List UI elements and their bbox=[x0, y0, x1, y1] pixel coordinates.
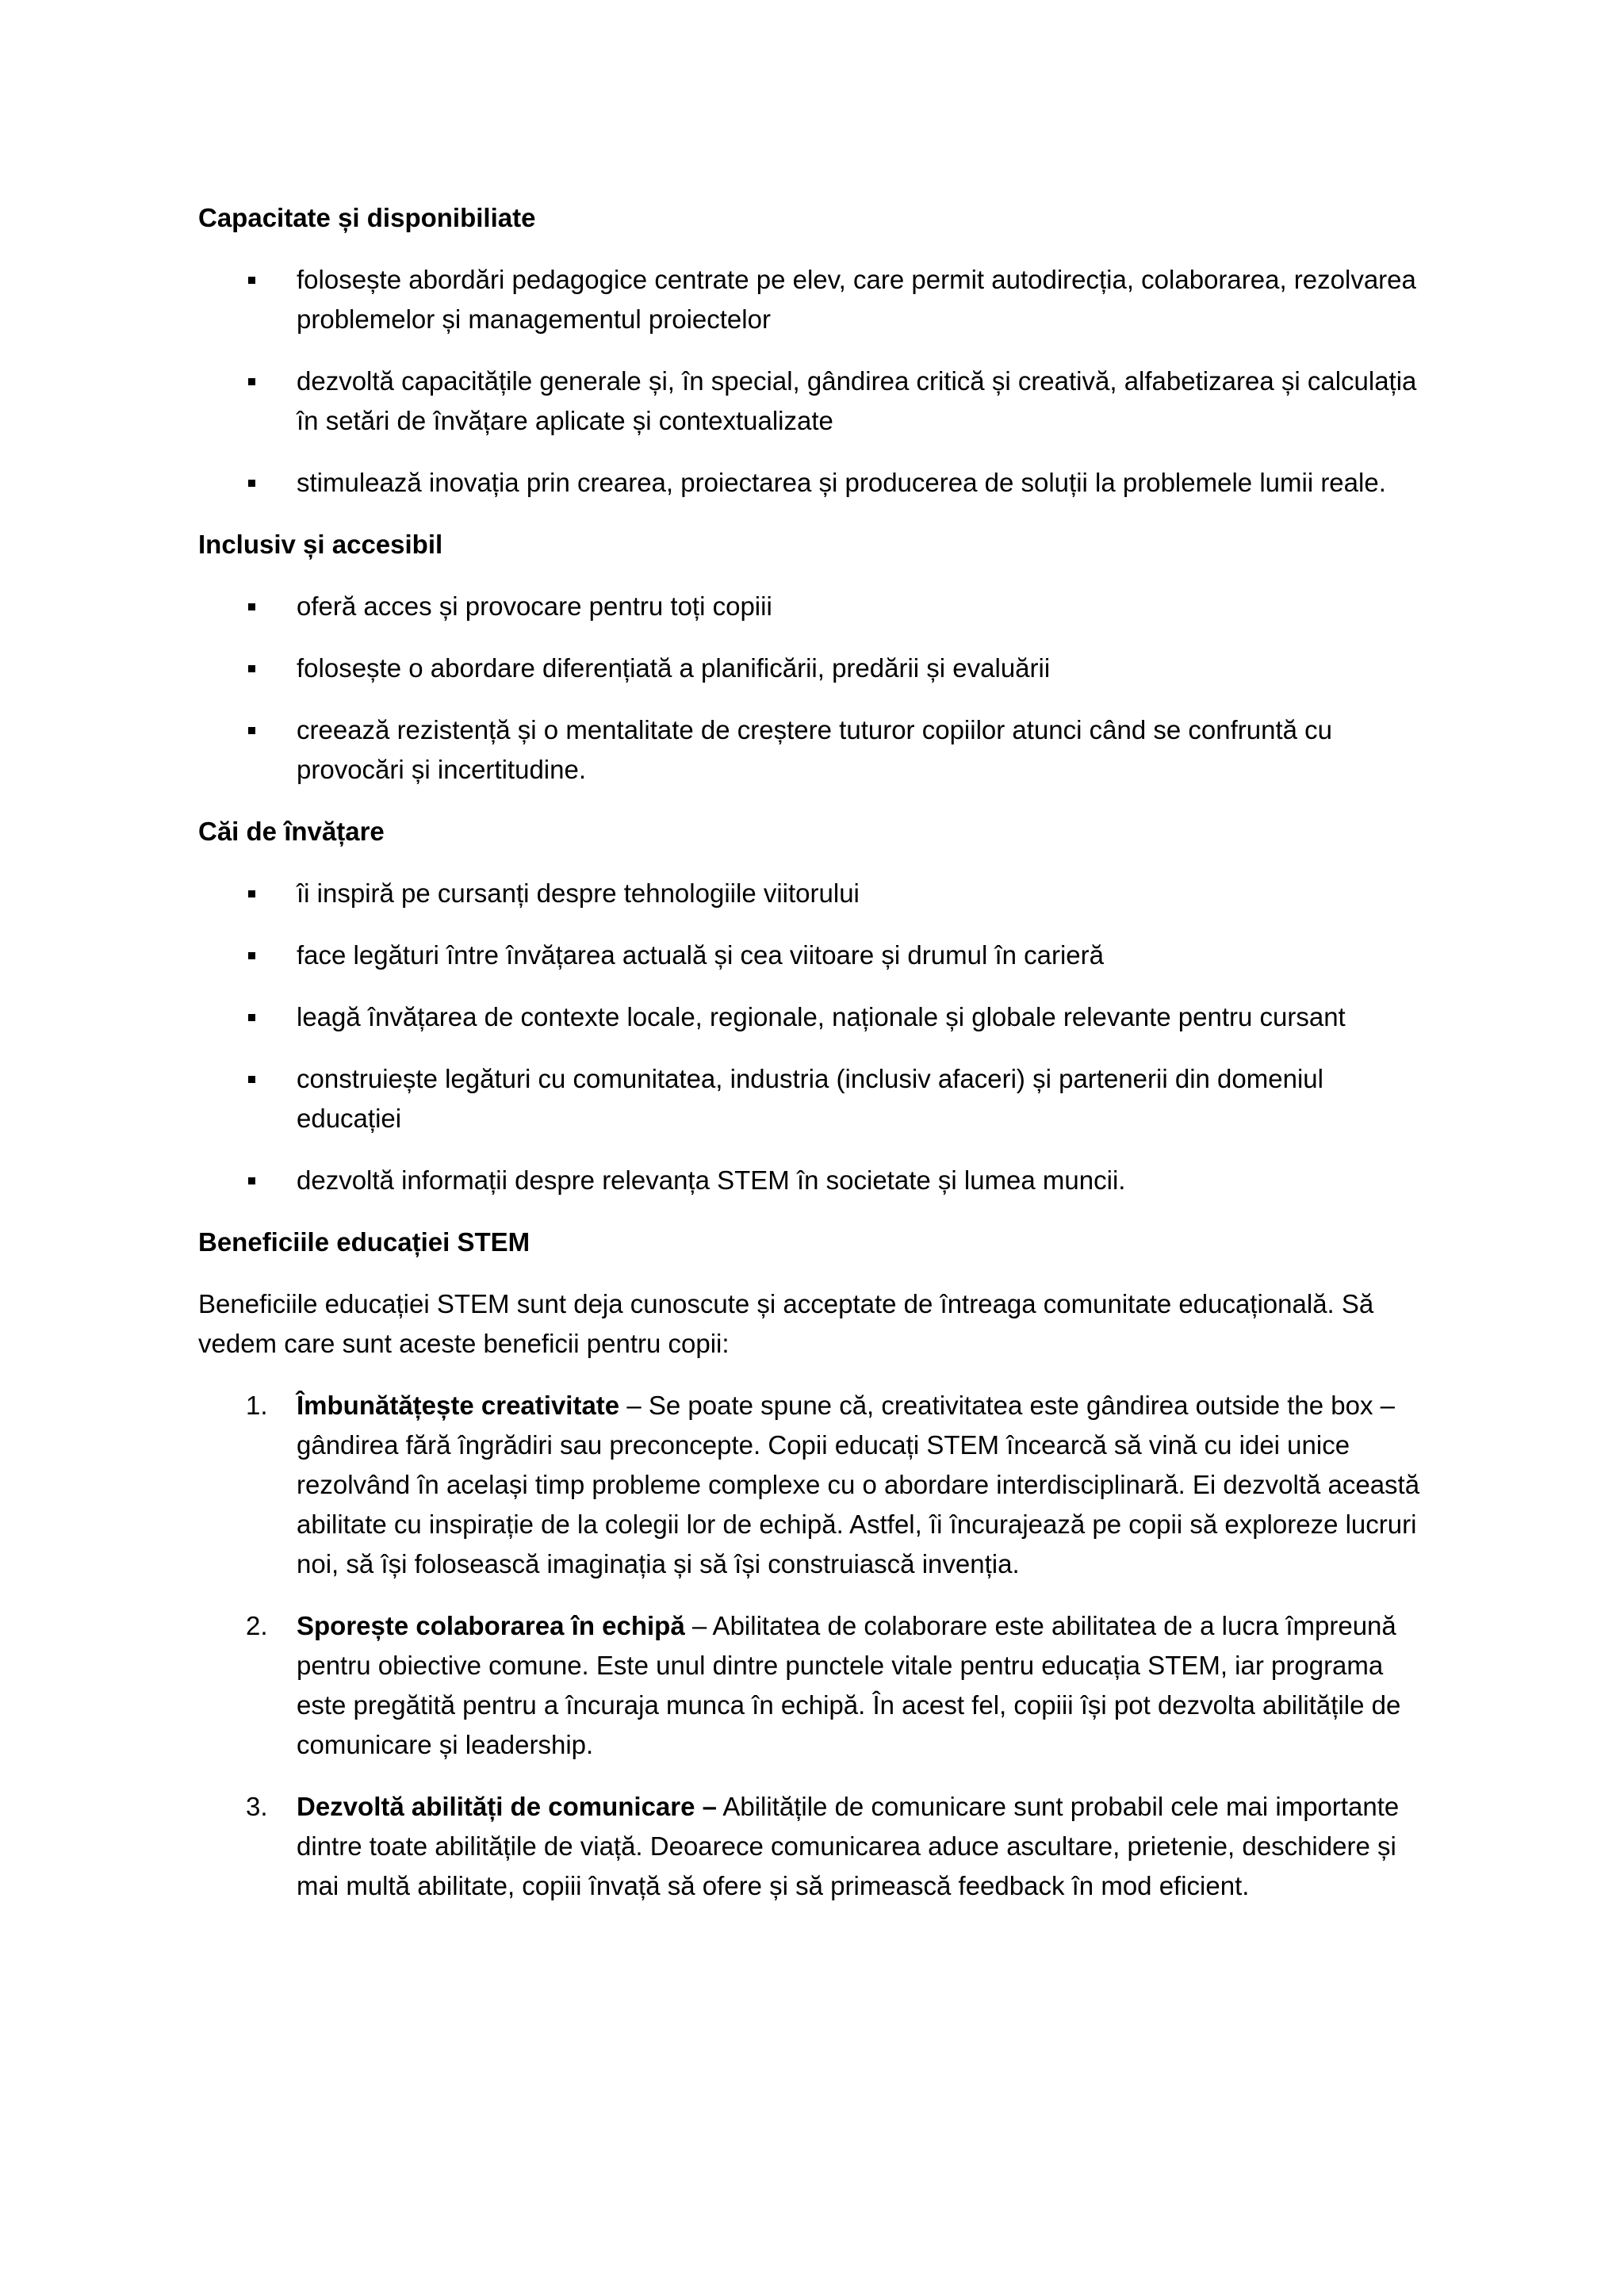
bullet-list-capacitate bbox=[198, 260, 1435, 503]
bullet-list-cai bbox=[198, 874, 1435, 1200]
list-item bbox=[198, 463, 1435, 503]
list-item bbox=[198, 710, 1435, 790]
list-item bbox=[198, 260, 1435, 339]
list-item-text: oferă acces și provocare pentru toți copiii bbox=[297, 591, 772, 621]
numbered-list-item bbox=[198, 1386, 1435, 1584]
benefit-term: Dezvoltă abilități de comunicare – bbox=[297, 1792, 717, 1821]
section-heading-beneficii: Beneficiile educației STEM bbox=[198, 1227, 530, 1257]
list-item-text: folosește abordări pedagogice centrate pe elev, care permit autodirecția, colaborarea, rezolvarea problemelor și managementul proiectelor bbox=[297, 265, 1416, 334]
list-item bbox=[198, 649, 1435, 688]
square-bullet-icon bbox=[248, 1076, 255, 1083]
list-item bbox=[198, 997, 1435, 1037]
square-bullet-icon bbox=[248, 727, 255, 734]
benefit-text: Abilitățile de comunicare sunt probabil cele mai importante dintre toate abilitățile de viață. Deoarece comunicarea aduce ascultare, prietenie, deschidere și mai multă abilitate, copiii învață să ofere și să primească feedback în mod eficient. bbox=[297, 1792, 1400, 1900]
numbered-list-item bbox=[198, 1787, 1435, 1906]
section-heading-capacitate: Capacitate și disponibiliate bbox=[198, 203, 536, 232]
list-number: 2. bbox=[246, 1611, 268, 1640]
list-item bbox=[198, 587, 1435, 626]
section-heading-inclusiv: Inclusiv și accesibil bbox=[198, 530, 443, 559]
square-bullet-icon bbox=[248, 603, 255, 610]
square-bullet-icon bbox=[248, 277, 255, 284]
benefit-text: – Abilitatea de colaborare este abilitatea de a lucra împreună pentru obiective comune. Este unul dintre punctele vitale pentru educația STEM, iar programa este pregătită pentru a încuraja munca în echipă. În acest fel, copiii își pot dezvolta abilitățile de comunicare și leadership. bbox=[297, 1611, 1401, 1759]
square-bullet-icon bbox=[248, 378, 255, 385]
square-bullet-icon bbox=[248, 1014, 255, 1021]
list-number: 1. bbox=[246, 1391, 268, 1420]
square-bullet-icon bbox=[248, 665, 255, 672]
benefit-term: Sporește colaborarea în echipă bbox=[297, 1611, 685, 1640]
list-item bbox=[198, 362, 1435, 441]
list-item-text: leagă învățarea de contexte locale, regionale, naționale și globale relevante pentru cursant bbox=[297, 1002, 1346, 1031]
list-item-text: dezvoltă informații despre relevanța STEM în societate și lumea muncii. bbox=[297, 1165, 1126, 1195]
list-item-text: face legături între învățarea actuală și cea viitoare și drumul în carieră bbox=[297, 940, 1105, 970]
intro-paragraph: Beneficiile educației STEM sunt deja cunoscute și acceptate de întreaga comunitate educațională. Să vedem care sunt aceste beneficii pentru copii: bbox=[198, 1289, 1374, 1358]
document-page bbox=[198, 198, 1435, 1928]
list-item-text: îi inspiră pe cursanți despre tehnologiile viitorului bbox=[297, 878, 860, 908]
list-item bbox=[198, 1161, 1435, 1200]
square-bullet-icon bbox=[248, 480, 255, 487]
numbered-list-item bbox=[198, 1606, 1435, 1765]
list-item-text: dezvoltă capacitățile generale și, în special, gândirea critică și creativă, alfabetizarea și calculația în setări de învățare aplicate și contextualizate bbox=[297, 366, 1417, 435]
section-heading-cai: Căi de învățare bbox=[198, 817, 385, 846]
list-item-text: construiește legături cu comunitatea, industria (inclusiv afaceri) și partenerii din domeniul educației bbox=[297, 1064, 1323, 1133]
list-item-text: creează rezistență și o mentalitate de creștere tuturor copiilor atunci când se confruntă cu provocări și incertitudine. bbox=[297, 715, 1333, 784]
square-bullet-icon bbox=[248, 1177, 255, 1184]
square-bullet-icon bbox=[248, 952, 255, 959]
square-bullet-icon bbox=[248, 890, 255, 897]
list-item bbox=[198, 1059, 1435, 1138]
list-item bbox=[198, 874, 1435, 913]
benefit-text: – Se poate spune că, creativitatea este gândirea outside the box – gândirea fără îngrădiri sau preconcepte. Copii educați STEM încearcă să vină cu idei unice rezolvând în același timp probleme complexe cu o abordare interdisciplinară. Ei dezvoltă această abilitate cu inspirație de la colegii lor de echipă. Astfel, îi încurajează pe copii să exploreze lucruri noi, să își folosească imaginația și să își construiască invenția. bbox=[297, 1391, 1420, 1578]
bullet-list-inclusiv bbox=[198, 587, 1435, 790]
list-item-text: folosește o abordare diferențiată a planificării, predării și evaluării bbox=[297, 653, 1051, 683]
list-item-text: stimulează inovația prin crearea, proiectarea și producerea de soluții la problemele lumii reale. bbox=[297, 468, 1386, 497]
list-item bbox=[198, 936, 1435, 975]
list-number: 3. bbox=[246, 1792, 268, 1821]
numbered-list-beneficii bbox=[198, 1386, 1435, 1906]
benefit-term: Îmbunătățește creativitate bbox=[297, 1391, 620, 1420]
